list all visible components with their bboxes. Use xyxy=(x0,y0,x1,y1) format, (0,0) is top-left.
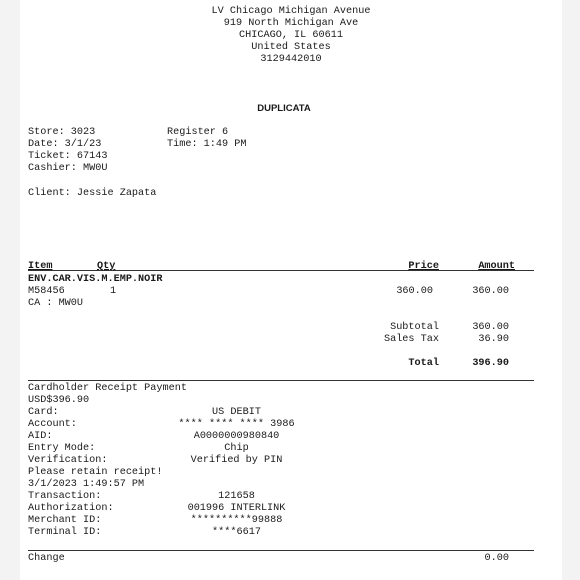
item-sku: M58456 xyxy=(28,286,65,297)
receipt-time: Time: 1:49 PM xyxy=(167,139,247,150)
tax-label: Sales Tax xyxy=(383,334,439,345)
terminal-id-value: ****6617 xyxy=(212,527,261,538)
merchant-id-label: Merchant ID: xyxy=(28,515,102,526)
entry-mode-label: Entry Mode: xyxy=(28,443,96,454)
transaction-label: Transaction: xyxy=(28,491,102,502)
authorization-label: Authorization: xyxy=(28,503,114,514)
card-label: Card: xyxy=(28,407,59,418)
change-label: Change xyxy=(28,553,65,564)
verification-label: Verification: xyxy=(28,455,108,466)
register-number: Register 6 xyxy=(167,127,229,138)
tax-value: 36.90 xyxy=(478,334,509,345)
verification-value: Verified by PIN xyxy=(190,455,283,466)
aid-value: A0000000980840 xyxy=(193,431,280,442)
subtotal-label: Subtotal xyxy=(390,322,439,333)
payment-amount: USD$396.90 xyxy=(28,395,90,406)
merchant-id-value: **********99888 xyxy=(190,515,283,526)
store-city: CHICAGO, IL 60611 xyxy=(239,30,343,41)
subtotal-value: 360.00 xyxy=(472,322,509,333)
retain-notice: Please retain receipt! xyxy=(28,467,163,478)
ticket-number: Ticket: 67143 xyxy=(28,151,108,162)
store-street: 919 North Michigan Ave xyxy=(223,18,359,29)
entry-mode-value: Chip xyxy=(224,443,249,454)
column-amount: Amount xyxy=(478,261,515,272)
payment-datetime: 3/1/2023 1:49:57 PM xyxy=(28,479,145,490)
item-amount: 360.00 xyxy=(472,286,509,297)
column-qty: Qty xyxy=(97,261,116,272)
item-price: 360.00 xyxy=(396,286,433,297)
store-number: Store: 3023 xyxy=(28,127,96,138)
copy-label: DUPLICATA xyxy=(257,103,311,114)
client-name: Client: Jessie Zapata xyxy=(28,188,157,199)
account-label: Account: xyxy=(28,419,77,430)
item-associate: CA : MW0U xyxy=(28,298,84,309)
account-value: **** **** **** 3986 xyxy=(178,419,295,430)
header-divider xyxy=(28,270,534,271)
total-value: 396.90 xyxy=(472,358,509,369)
store-phone: 3129442010 xyxy=(260,54,322,65)
card-value: US DEBIT xyxy=(212,407,261,418)
change-value: 0.00 xyxy=(484,553,509,564)
authorization-value: 001996 INTERLINK xyxy=(187,503,286,514)
payment-divider xyxy=(28,380,534,381)
cashier: Cashier: MW0U xyxy=(28,163,108,174)
item-qty: 1 xyxy=(110,286,117,297)
column-item: Item xyxy=(28,261,53,272)
terminal-id-label: Terminal ID: xyxy=(28,527,102,538)
item-name: ENV.CAR.VIS.M.EMP.NOIR xyxy=(28,274,163,285)
receipt-date: Date: 3/1/23 xyxy=(28,139,102,150)
payment-title: Cardholder Receipt Payment xyxy=(28,383,187,394)
change-divider xyxy=(28,550,534,551)
total-label: Total xyxy=(408,358,439,369)
aid-label: AID: xyxy=(28,431,53,442)
transaction-value: 121658 xyxy=(218,491,255,502)
store-country: United States xyxy=(251,42,331,53)
store-name: LV Chicago Michigan Avenue xyxy=(211,6,371,17)
column-price: Price xyxy=(408,261,439,272)
